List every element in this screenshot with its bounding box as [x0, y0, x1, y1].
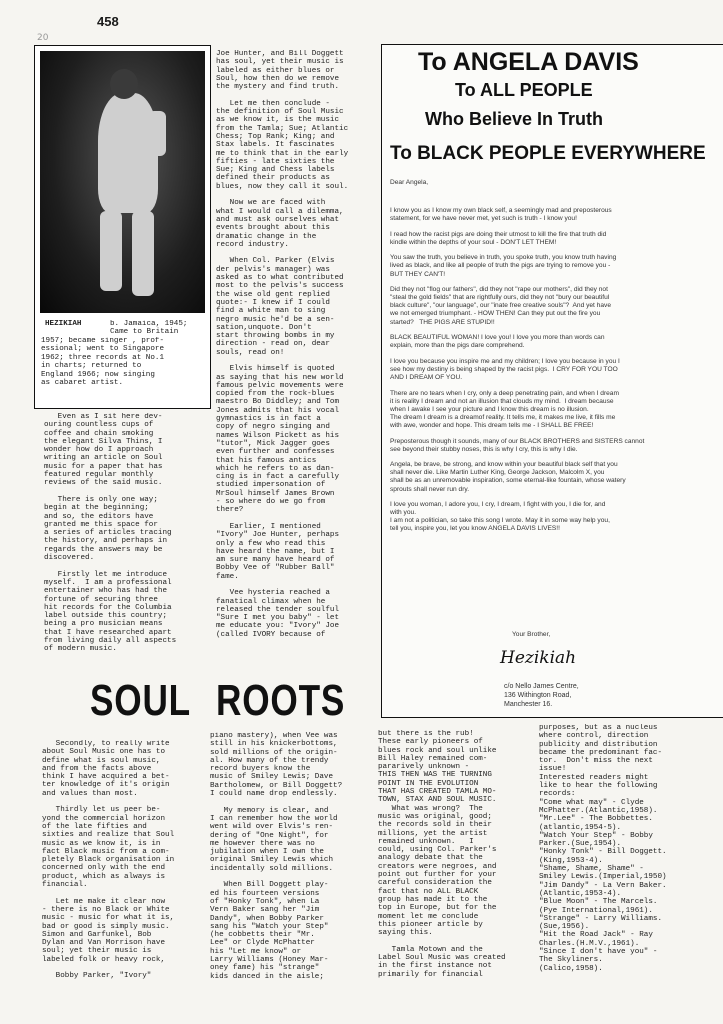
text-line: soul; yet their music is: [42, 947, 152, 956]
text-line: I can remember how the world: [210, 814, 338, 823]
text-line: music as we know it, is in: [42, 839, 161, 848]
text-line: copy of negro singing and: [216, 423, 330, 432]
text-line: publicity and distribution: [539, 740, 658, 749]
text-line: Now we are faced with: [216, 199, 326, 208]
caption-rest: 1957; became singer , prof- essional; went to Singapore 1962; three records at No.1 in charts; returned to England 1966; now singing as cabaret artist.: [41, 337, 165, 388]
letter-line: when I awake I see your picture and I know this dream is no illusion.: [390, 405, 589, 413]
text-line: direction - read on, dear: [216, 340, 330, 349]
letter-line: Preposterous though it sounds, many of our BLACK BROTHERS and SISTERS cannot: [390, 437, 645, 445]
text-line: Firstly let me introduce: [44, 570, 168, 579]
text-line: me educate you: "Ivory" Joe: [216, 622, 340, 631]
text-line: and must ask ourselves what: [216, 215, 340, 224]
text-line: of the late fifties and: [42, 822, 147, 831]
text-line: have heard the name, but I: [216, 547, 335, 556]
letter-line: I love you because you inspire me and my children; I love you because in you I: [390, 357, 620, 365]
text-line: (Pye International,1961).: [539, 906, 653, 915]
text-line: could, using Col. Parker's: [378, 846, 497, 855]
text-line: oney fame) his "strange": [210, 964, 320, 973]
text-line: record buyers know the: [210, 765, 311, 774]
text-line: begin at the beginning;: [44, 504, 149, 513]
text-line: blues rock and soul unlike: [378, 746, 497, 755]
text-line: his "Let me know" or: [210, 947, 302, 956]
bottom-column-1: [42, 740, 174, 981]
text-line: being a pro musician means: [44, 620, 163, 629]
text-line: find a white man to sing: [216, 307, 326, 316]
text-line: moment let me conclude: [378, 912, 479, 921]
text-line: - there is no Black or White: [42, 905, 170, 914]
letter-paragraph: [390, 207, 720, 223]
text-line: THIS THEN WAS THE TURNING: [378, 771, 492, 780]
text-line: music for a paper that has: [44, 462, 163, 471]
text-line: as we know it, is the music: [216, 116, 340, 125]
text-line: Bobby Parker, "Ivory": [42, 972, 152, 981]
bottom-column-2: [210, 732, 342, 981]
text-line: record industry.: [216, 240, 289, 249]
text-line: pararively unknown -: [378, 763, 470, 772]
text-line: sixties and realize that Soul: [42, 831, 175, 840]
text-line: the elegant Silva Thins, I: [44, 437, 163, 446]
text-line: der pelvis's manager) was: [216, 265, 330, 274]
text-line: famous pelvic movements were: [216, 381, 344, 390]
text-line: negro music he'd be a sen-: [216, 315, 335, 324]
text-line: define what is soul music,: [42, 756, 161, 765]
text-line: Let me make it clear now: [42, 897, 166, 906]
text-line: where control, direction: [539, 732, 649, 741]
text-line: incidentally sold millions.: [210, 864, 334, 873]
text-line: that I have researched apart: [44, 628, 172, 637]
letter-line: statement, for we have never met, yet such is truth - I know you!: [390, 215, 577, 223]
letter-closing: Your Brother,: [512, 631, 551, 638]
letter-line: "steal the gold fields" that are rightfully ours, did they not "bury our beautiful: [390, 294, 610, 302]
text-line: and so, the editors have: [44, 512, 154, 521]
text-line: product, which as always is: [42, 872, 166, 881]
letter-line: Did they not "flog our fathers", did they not "rape our mothers", did they not: [390, 286, 608, 294]
letter-line: sprouts shall never run dry.: [390, 485, 470, 493]
page-number: 458: [97, 14, 119, 29]
letter-line: shall never die. Like Martin Luther King, George Jackson, Malcolm X, you: [390, 469, 605, 477]
letter-paragraph: [390, 501, 720, 533]
text-line: Tamla Motown and the: [378, 945, 483, 954]
letter-line: tell you, inspire you, let you know ANGELA DAVIS LIVES!!: [390, 525, 560, 533]
text-line: the mystery and find truth.: [216, 83, 340, 92]
singer-photo: [40, 51, 205, 313]
letter-line: explain, more than the pigs dare comprehend.: [390, 342, 525, 350]
text-line: "Watch Your Step" - Bobby: [539, 831, 653, 840]
text-line: sold millions of the origin-: [210, 748, 338, 757]
letter-line: I am not a politician, so take this song I wrote. May it in some way help you,: [390, 517, 610, 525]
text-line: start throwing bombs in my: [216, 332, 335, 341]
text-line: "tutor", Mick Jagger goes: [216, 439, 330, 448]
headline-line-1: To ANGELA DAVIS: [418, 48, 639, 76]
letter-line: Angela, be brave, be strong, and know within your beautiful black self that you: [390, 461, 618, 469]
text-line: Thirdly let us peer be-: [42, 806, 161, 815]
text-line: and values than most.: [42, 789, 138, 798]
photo-box: [34, 45, 211, 409]
text-line: am sure many have heard of: [216, 556, 335, 565]
text-line: even further and confesses: [216, 448, 335, 457]
text-line: quote:- I knew if I could: [216, 298, 330, 307]
handwritten-signature: Hezikiah: [500, 648, 577, 668]
text-line: Elvis himself is quoted: [216, 365, 335, 374]
text-line: music of Smiley Lewis; Dave: [210, 773, 334, 782]
text-line: What was wrong? The: [378, 804, 483, 813]
text-line: went wild over Elvis's ren-: [210, 823, 334, 832]
text-line: events brought about this: [216, 224, 330, 233]
text-line: (he cobbetts their "Mr.: [210, 931, 315, 940]
text-line: sation,unquote. Don't: [216, 323, 312, 332]
text-line: pletely Black organisation in: [42, 856, 175, 865]
text-line: granted me this space for: [44, 520, 158, 529]
text-line: original Smiley Lewis which: [210, 856, 334, 865]
text-line: analogy debate that the: [378, 854, 483, 863]
text-line: which he refers to as dan-: [216, 464, 335, 473]
text-line: the records sold in their: [378, 821, 492, 830]
letter-paragraph: [390, 254, 720, 278]
text-line: fanatical climax when he: [216, 597, 326, 606]
corner-mark: 20: [37, 33, 49, 43]
letter-paragraph: [390, 390, 720, 430]
text-line: music - music for what it is,: [42, 914, 175, 923]
letter-paragraph: [390, 358, 720, 382]
text-line: fifties - late sixties the: [216, 157, 335, 166]
text-line: Secondly, to really write: [42, 740, 170, 748]
text-line: Smiley Lewis.(Imperial,1950): [539, 873, 667, 882]
text-line: labeled folk or heavy rock,: [42, 955, 166, 964]
text-line: McPhatter.(Atlantic,1958).: [539, 806, 658, 815]
text-line: think I have acquired a bet-: [42, 773, 170, 782]
text-line: Soul, how then do we remove: [216, 74, 340, 83]
text-line: records:: [539, 790, 576, 799]
text-line: only a few who read this: [216, 539, 326, 548]
text-line: a series of articles tracing: [44, 529, 172, 538]
text-line: Lee" or Clyde McPhatter: [210, 939, 315, 948]
text-line: in the first instance not: [378, 962, 492, 971]
text-line: "Come what may" - Clyde: [539, 798, 644, 807]
text-line: I could name drop endlessly.: [210, 790, 338, 799]
text-line: dering of "One Night", for: [210, 831, 329, 840]
letter-paragraph: [390, 286, 720, 326]
text-line: names Wilson Pickett as his: [216, 431, 340, 440]
text-line: "Sure I met you baby" - let: [216, 614, 340, 623]
letter-line: black culture", "our language", our "inate free creative souls"? And yet have: [390, 302, 611, 310]
text-line: (called IVORY because of: [216, 630, 326, 639]
letter-line: You saw the truth, you believe in truth, you spoke truth, you know truth having: [390, 254, 617, 262]
text-line: (Atlantic,1953-4).: [539, 889, 622, 898]
text-line: entertainer who has had the: [44, 587, 168, 596]
text-line: Even as I sit here dev-: [44, 413, 163, 421]
text-line: me however there was no: [210, 839, 315, 848]
text-line: as saying that his new world: [216, 373, 344, 382]
letter-paragraph: [390, 334, 720, 350]
text-line: but there is the rub!: [378, 730, 474, 738]
letter-line: with you.: [390, 509, 417, 517]
text-line: defined their products as: [216, 174, 330, 183]
text-line: al. How many of the trendy: [210, 756, 329, 765]
text-line: hit records for the Columbia: [44, 603, 172, 612]
text-line: has soul, yet their music is: [216, 58, 344, 67]
text-line: concerned only with the end: [42, 864, 166, 873]
letter-line: we not emerged triumphant. - HOW THEN! Can they put out the fire you: [390, 310, 601, 318]
text-line: the wise old gent replied: [216, 290, 330, 299]
letter-line: BUT THEY CAN'T!: [390, 270, 446, 278]
text-line: "Ivory" Joe Hunter, perhaps: [216, 531, 340, 540]
column-middle-intro: [216, 50, 348, 639]
headline-line-2: To ALL PEOPLE: [455, 80, 593, 100]
text-line: and from the facts above: [42, 764, 152, 773]
text-line: fame.: [216, 572, 239, 581]
text-line: Bartholomew, or Bill Doggett?: [210, 781, 343, 790]
text-line: Let me then conclude -: [216, 99, 330, 108]
text-line: label outside this country;: [44, 612, 168, 621]
letter-paragraph: [390, 231, 720, 247]
bottom-column-3: [378, 730, 506, 979]
text-line: asked as to what contributed: [216, 274, 344, 283]
text-line: When Bill Doggett play-: [210, 881, 329, 890]
sender-address: c/o Nello James Centre, 136 Withington Road, Manchester 16.: [504, 683, 579, 708]
text-line: - so where do we go from: [216, 498, 326, 507]
text-line: souls, read on!: [216, 348, 285, 357]
caption-name: HEZIKIAH: [45, 320, 82, 328]
text-line: regards the answers may be: [44, 545, 163, 554]
text-line: "Shame, Shame, Shame" -: [539, 865, 644, 874]
text-line: Charles.(H.M.V.,1961).: [539, 939, 640, 948]
text-line: sang his "Watch your Step": [210, 922, 329, 931]
text-line: kids danced in the aisle;: [210, 972, 324, 981]
letter-box: [381, 44, 723, 718]
text-line: careful consideration the: [378, 879, 492, 888]
text-line: myself. I am a professional: [44, 578, 172, 587]
text-line: The Skyliners.: [539, 956, 603, 965]
text-line: became the predominant fac-: [539, 748, 663, 757]
text-line: When Col. Parker (Elvis: [216, 257, 335, 266]
text-line: fact Black music from a com-: [42, 847, 170, 856]
text-line: dramatic change in the: [216, 232, 317, 241]
text-line: piano mastery), when Vee was: [210, 732, 338, 740]
text-line: "Mr.Lee" - The Bobbettes.: [539, 815, 653, 824]
text-line: MrSoul himself James Brown: [216, 489, 335, 498]
text-line: about Soul Music one has to: [42, 748, 166, 757]
text-line: Vern Baker sang her "Jim: [210, 906, 320, 915]
text-line: point out further for your: [378, 871, 497, 880]
text-line: These early pioneers of: [378, 738, 483, 747]
letter-paragraph: [390, 438, 720, 454]
text-line: from the Tamla; Sue; Atlantic: [216, 124, 349, 133]
text-line: what I would call a dilemma,: [216, 207, 344, 216]
text-line: Vee hysteria reached a: [216, 589, 330, 598]
section-title-soul: SOUL: [90, 676, 191, 725]
text-line: There is only one way;: [44, 495, 158, 504]
text-line: studied impersonation of: [216, 481, 326, 490]
text-line: Parker.(Sue,1954).: [539, 840, 622, 849]
text-line: still in his knickerbottoms,: [210, 740, 338, 749]
text-line: like to hear the following: [539, 782, 658, 791]
text-line: gymnastics is in fact a: [216, 415, 321, 424]
text-line: Label Soul Music was created: [378, 954, 506, 963]
text-line: there?: [216, 506, 244, 515]
text-line: discovered.: [44, 554, 95, 563]
text-line: "Honky Tonk" - Bill Doggett.: [539, 848, 667, 857]
text-line: reviews of the said music.: [44, 479, 163, 488]
text-line: writing an article on Soul: [44, 454, 163, 463]
text-line: Simon and Garfunkel, Bob: [42, 930, 152, 939]
text-line: Jones admits that his vocal: [216, 406, 340, 415]
column-left-intro: [44, 413, 176, 654]
text-line: featured regular monthly: [44, 471, 154, 480]
letter-line: see how my destiny is being shaped by the racist pigs. I CRY FOR YOU TOO: [390, 365, 618, 373]
text-line: Earlier, I mentioned: [216, 522, 321, 531]
text-line: the definition of Soul Music: [216, 108, 344, 117]
text-line: blues, now they call it soul.: [216, 182, 349, 191]
letter-line: lived as black, and like all people of truth the pigs are trying to remove you -: [390, 262, 611, 270]
text-line: (atlantic,1954-5).: [539, 823, 622, 832]
text-line: tor. Don't miss the next: [539, 757, 653, 766]
text-line: "Strange" - Larry Williams.: [539, 914, 663, 923]
letter-line: with awe, wonder and hope. This dream tells me - I SHALL BE FREE!: [390, 421, 594, 429]
text-line: ter knowledge of it's origin: [42, 781, 170, 790]
headline-line-4: To BLACK PEOPLE EVERYWHERE: [390, 143, 706, 164]
letter-line: started? THE PIGS ARE STUPID!!: [390, 318, 495, 326]
text-line: ouring countless cups of: [44, 421, 154, 430]
letter-line: shall be as an unremovable inspiration, some eternal-like fountain, whose watery: [390, 477, 626, 485]
letter-line: I love you woman, I adore you, I cry, I dream, I fight with you, I die for, and: [390, 501, 606, 509]
text-line: creators were negroes, and: [378, 862, 497, 871]
text-line: bad or good is simply music.: [42, 922, 170, 931]
text-line: (Sue,1956).: [539, 923, 590, 932]
text-line: wonder how do I approach: [44, 446, 154, 455]
letter-line: it is reality I dream and not an illusion that clouds my mind. I dream because: [390, 397, 614, 405]
text-line: fortune of securing three: [44, 595, 158, 604]
text-line: "Blue Moon" - The Marcels.: [539, 898, 658, 907]
text-line: remained unknown. I: [378, 837, 474, 846]
text-line: labeled as either blues or: [216, 66, 335, 75]
text-line: Dandy", when Bobby Parker: [210, 914, 324, 923]
text-line: purposes, but as a nucleus: [539, 724, 658, 732]
text-line: (King,1953-4).: [539, 856, 603, 865]
letter-line: see beyond their stubby noses, this is why I cry, this is why I die.: [390, 445, 578, 453]
text-line: saying this.: [378, 929, 433, 938]
text-line: primarily for financial: [378, 970, 483, 979]
text-line: from living daily all aspects: [44, 637, 177, 646]
text-line: copied from the rock-blues: [216, 390, 335, 399]
text-line: cing is in fact a carefully: [216, 473, 340, 482]
caption-first-lines: b. Jamaica, 1945; Came to Britain: [110, 320, 188, 337]
letter-line: There are no tears when I cry, only a deep penetrating pain, and when I dream: [390, 389, 619, 397]
text-line: Chess; Top Rank; King; and: [216, 132, 335, 141]
text-line: My memory is clear, and: [210, 806, 329, 815]
text-line: top in Europe, but for the: [378, 904, 497, 913]
headline-line-3: Who Believe In Truth: [425, 109, 604, 129]
text-line: Bill Haley remained com-: [378, 754, 488, 763]
text-line: of "Honky Tonk", when La: [210, 897, 320, 906]
text-line: group has made it to the: [378, 895, 488, 904]
letter-salutation: Dear Angela,: [390, 179, 429, 186]
text-line: of modern music.: [44, 645, 117, 654]
letter-line: BLACK BEAUTIFUL WOMAN! I love you! I love you more than words can: [390, 334, 605, 342]
text-line: coffee and chain smoking: [44, 429, 154, 438]
text-line: Larry Williams (Honey Mar-: [210, 956, 329, 965]
letter-body: [390, 207, 720, 541]
text-line: issue!: [539, 765, 567, 774]
text-line: "Hit the Road Jack" - Ray: [539, 931, 653, 940]
text-line: music was original, good;: [378, 812, 492, 821]
text-line: financial.: [42, 881, 88, 890]
text-line: me to think that in the early: [216, 149, 349, 158]
text-line: Interested readers might: [539, 773, 649, 782]
bottom-column-4: [539, 724, 667, 973]
text-line: "Jim Dandy" - La Vern Baker.: [539, 881, 667, 890]
text-line: released the tender soulful: [216, 605, 340, 614]
text-line: Sue; King and Chess labels: [216, 166, 335, 175]
text-line: "Since I don't have you" -: [539, 948, 658, 957]
text-line: this pioneer article by: [378, 920, 483, 929]
text-line: maestro Bo Diddley; and Tom: [216, 398, 340, 407]
text-line: THAT HAS CREATED TAMLA MO-: [378, 788, 497, 797]
text-line: TOWN, STAX AND SOUL MUSIC.: [378, 796, 497, 805]
text-line: ed his fourteen versions: [210, 889, 320, 898]
text-line: Stax labels. It fascinates: [216, 141, 335, 150]
section-title-roots: ROOTS: [216, 676, 346, 725]
text-line: most to the pelvis's success: [216, 282, 344, 291]
text-line: Bobby Vee of "Rubber Ball": [216, 564, 335, 573]
text-line: (Calico,1958).: [539, 964, 603, 973]
text-line: yond the commercial horizon: [42, 814, 166, 823]
letter-line: I know you as I know my own black self, a seemingly mad and preposterous: [390, 207, 612, 214]
text-line: fact that no ALL BLACK: [378, 887, 479, 896]
letter-line: kindle within the depths of your soul - DON'T LET THEM!: [390, 238, 557, 246]
text-line: Joe Hunter, and Bill Doggett: [216, 50, 344, 58]
text-line: jubilation when I own the: [210, 848, 324, 857]
text-line: the history, and perhaps in: [44, 537, 168, 546]
letter-line: I read how the racist pigs are doing their utmost to kill the fire that truth did: [390, 230, 607, 238]
letter-line: The dream I dream is a dreamof reality. It tells me, it makes me live, it fills me: [390, 413, 616, 421]
letter-paragraph: [390, 461, 720, 493]
text-line: Dylan and Van Morrison have: [42, 939, 166, 948]
text-line: millions, yet the artist: [378, 829, 488, 838]
letter-line: AND I DREAM OF YOU.: [390, 374, 463, 381]
text-line: POINT IN THE EVOLUTION: [378, 779, 479, 788]
text-line: that his famous antics: [216, 456, 317, 465]
